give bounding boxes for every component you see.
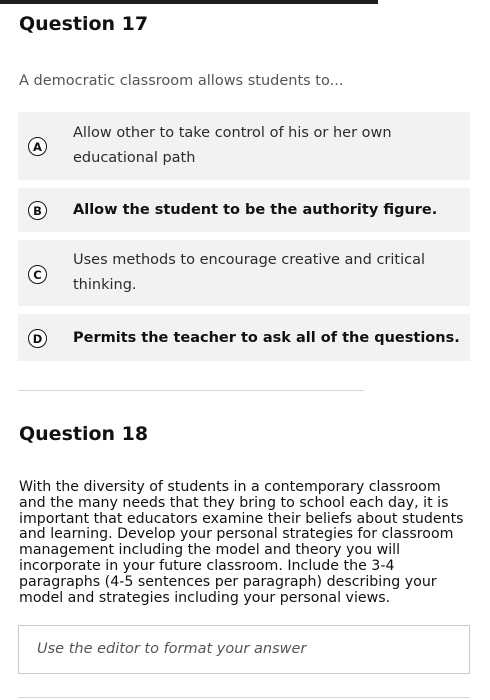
- question-18-title: Question 18: [19, 423, 149, 445]
- option-letter-c: C: [28, 265, 47, 284]
- answer-placeholder: Use the editor to format your answer: [37, 641, 307, 657]
- option-text-c: Uses methods to encourage creative and critical thinking.: [73, 252, 426, 293]
- option-text-a: Allow other to take control of his or her own educational path: [73, 125, 392, 166]
- option-text-b: Allow the student to be the authority figure.: [73, 202, 438, 218]
- bottom-divider: [18, 697, 470, 698]
- question-17-title: Question 17: [19, 13, 149, 35]
- question-17-prompt: A democratic classroom allows students to...: [19, 73, 344, 89]
- answer-option-a[interactable]: [18, 112, 470, 180]
- answer-option-d[interactable]: [18, 314, 470, 361]
- top-bar: [0, 0, 378, 4]
- answer-editor[interactable]: [18, 625, 470, 674]
- option-letter-a: A: [28, 137, 47, 156]
- option-letter-b: B: [28, 201, 47, 220]
- option-text-d: Permits the teacher to ask all of the questions.: [73, 330, 460, 346]
- answer-option-b[interactable]: [18, 188, 470, 232]
- answer-option-c[interactable]: [18, 240, 470, 306]
- question-18-prompt: With the diversity of students in a contemporary classroom and the many needs that they bring to school each day, it is important that educators examine their beliefs about students and learning. Develop your personal strategies for classroom management including the model and theory you will incorporate in your future classroom. Include the 3-4 paragraphs (4-5 sentences per paragraph) describing your model and strategies including your personal views.: [19, 479, 464, 606]
- section-divider: [18, 390, 364, 391]
- option-letter-d: D: [28, 329, 47, 348]
